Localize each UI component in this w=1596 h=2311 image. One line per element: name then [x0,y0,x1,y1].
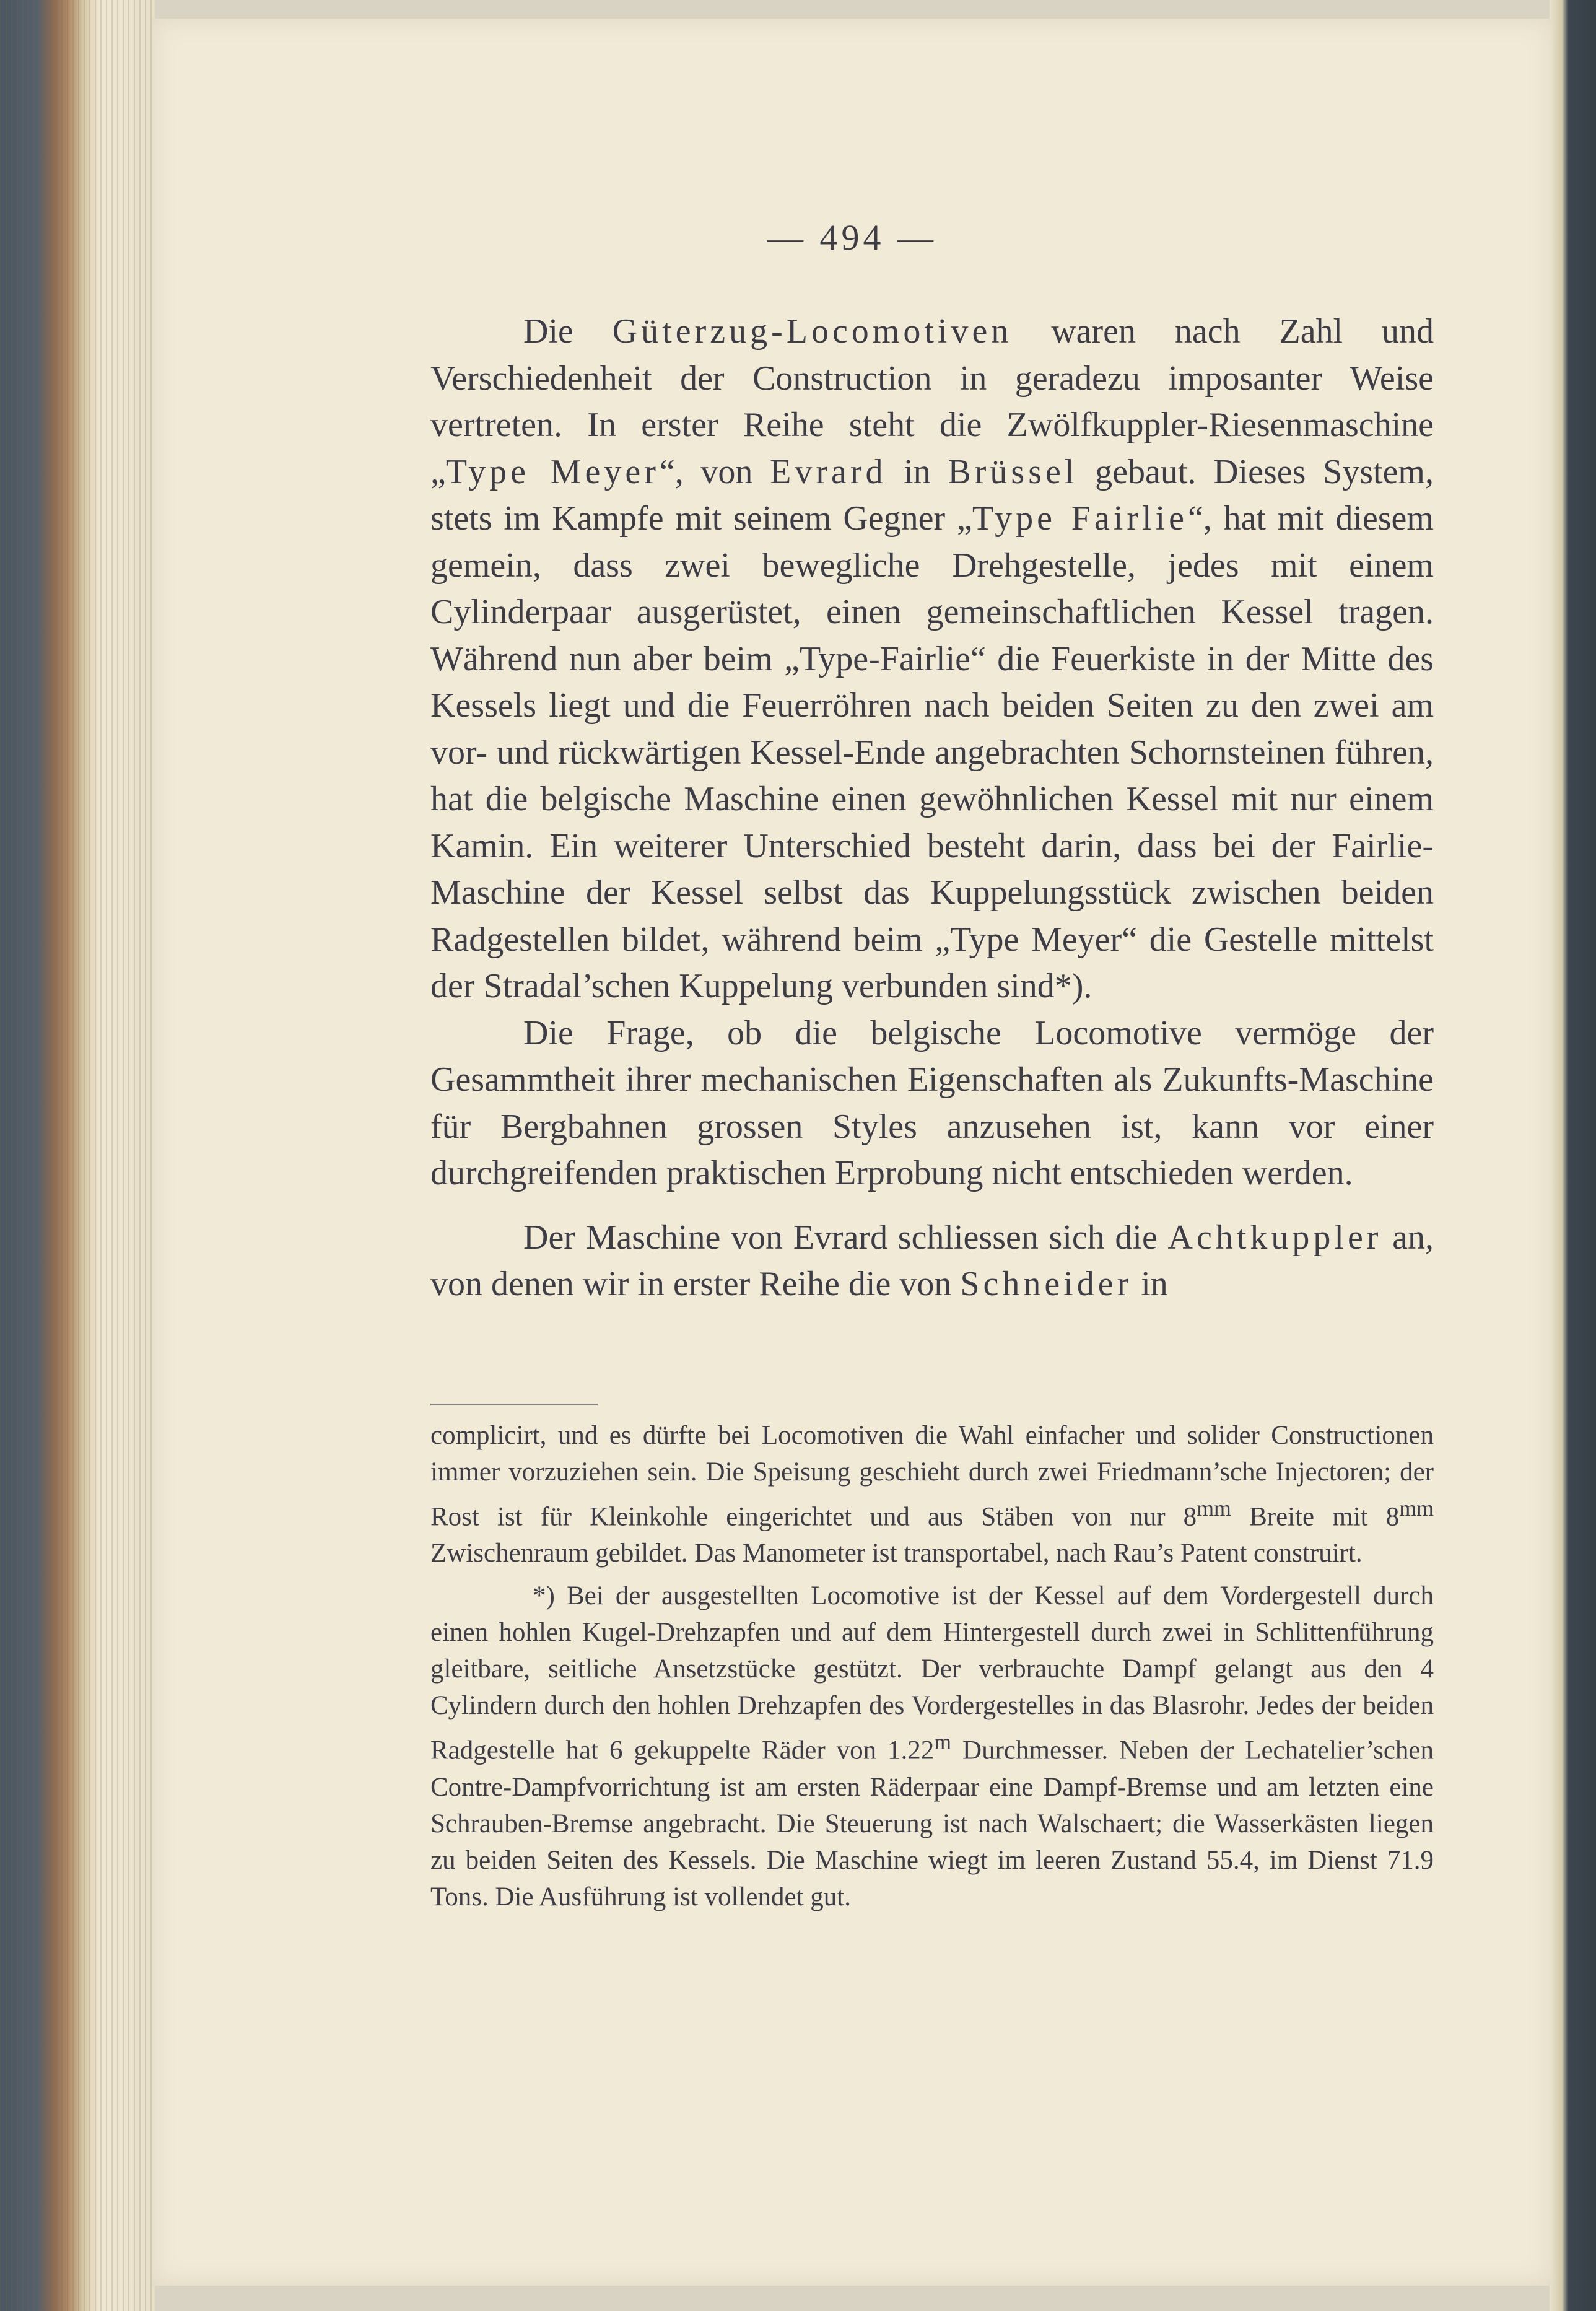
footnote-divider [430,1404,598,1405]
footnote-continued: complicirt, und es dürfte bei Locomotiven die Wahl einfacher und solider Constructionen immer vorzuziehen sein. Die Speisung geschieht durch zwei Friedmann’sche Injectoren; der Rost ist für Kleinkohle eingerichtet und aus Stäben von nur $8^{mm}$ Breite mit $8^{mm}$ Zwischenraum gebildet. Das Manometer ist transportabel, nach Rau’s Patent construirt. [430,1421,1434,1568]
emphasis-schneider: Schneider [960,1265,1133,1303]
book-page [152,19,1553,2286]
footnotes [430,1417,1434,1915]
paragraph-2: Die Frage, ob die belgische Locomotive vermöge der Gesammtheit ihrer mechanischen Eigenschaften als Zukunfts-Maschine für Bergbahnen grossen Styles anzusehen ist, kann vor einer durchgreifenden praktischen Erprobung nicht entschieden werden. [430,1013,1434,1192]
emphasis-achtkuppler: Achtkuppler [1167,1218,1382,1257]
paragraph-3: Der Maschine von Evrard schliessen sich die Achtkuppler an, von denen wir in erster Reihe die von Schneider in [430,1218,1434,1303]
paragraph-1: Die Güterzug-Locomotiven waren nach Zahl und Verschiedenheit der Construction in geradezu imposanter Weise vertreten. In erster Reihe steht die Zwölfkuppler-Riesenmaschine „Type Meyer“, von Evrard in Brüssel gebaut. Dieses System, stets im Kampfe mit seinem Gegner „Type Fairlie“, hat mit diesem gemein, dass zwei bewegliche Drehgestelle, jedes mit einem Cylinderpaar ausgerüstet, einen gemeinschaftlichen Kessel tragen. Während nun aber beim „Type-Fairlie“ die Feuerkiste in der Mitte des Kessels liegt und die Feuerröhren nach beiden Seiten zu den zwei am vor- und rückwärtigen Kessel-Ende angebrachten Schornsteinen führen, hat die belgische Maschine einen gewöhnlichen Kessel mit nur einem Kamin. Ein weiterer Unterschied besteht darin, dass bei der Fairlie-Maschine der Kessel selbst das Kuppelungsstück zwischen beiden Radgestellen bildet, während beim „Type Meyer“ die Gestelle mittelst der Stradal’schen Kuppelung verbunden sind*). [430,312,1434,1005]
footnote-marker: *) [533,1581,555,1611]
page-number: — 494 — [767,217,937,258]
emphasis-gueterzug-locomotiven: Güterzug-Locomotiven [612,312,1013,351]
emphasis-type-fairlie: Type Fairlie [972,499,1188,538]
emphasis-bruessel: Brüssel [948,452,1078,491]
emphasis-evrard: Evrard [770,452,887,491]
footnote-star: *) Bei der ausgestellten Locomotive ist der Kessel auf dem Vordergestell durch einen hohlen Kugel-Drehzapfen und auf dem Hintergestell durch zwei in Schlittenführung gleitbare, seitliche Ansetzstücke gestützt. Der verbrauchte Dampf gelangt aus den 4 Cylindern durch den hohlen Drehzapfen des Vordergestelles in das Blasrohr. Jedes der beiden Radgestelle hat 6 gekuppelte Räder von 1.22$^m$ Durchmesser. Neben der Lechatelier’schen Contre-Dampfvorrichtung ist am ersten Räderpaar eine Dampf-Bremse und am letzten eine Schrauben-Bremse angebracht. Die Steuerung ist nach Walschaert; die Wasserkästen liegen zu beiden Seiten des Kessels. Die Maschine wiegt im leeren Zustand 55.4, im Dienst 71.9 Tons. Die Ausführung ist vollendet gut. [430,1581,1434,1911]
emphasis-type-meyer: Type Meyer [445,452,660,491]
book-page-edges-left [0,0,155,2311]
main-text [430,308,1434,1308]
book-cover-edge-right [1550,0,1596,2311]
